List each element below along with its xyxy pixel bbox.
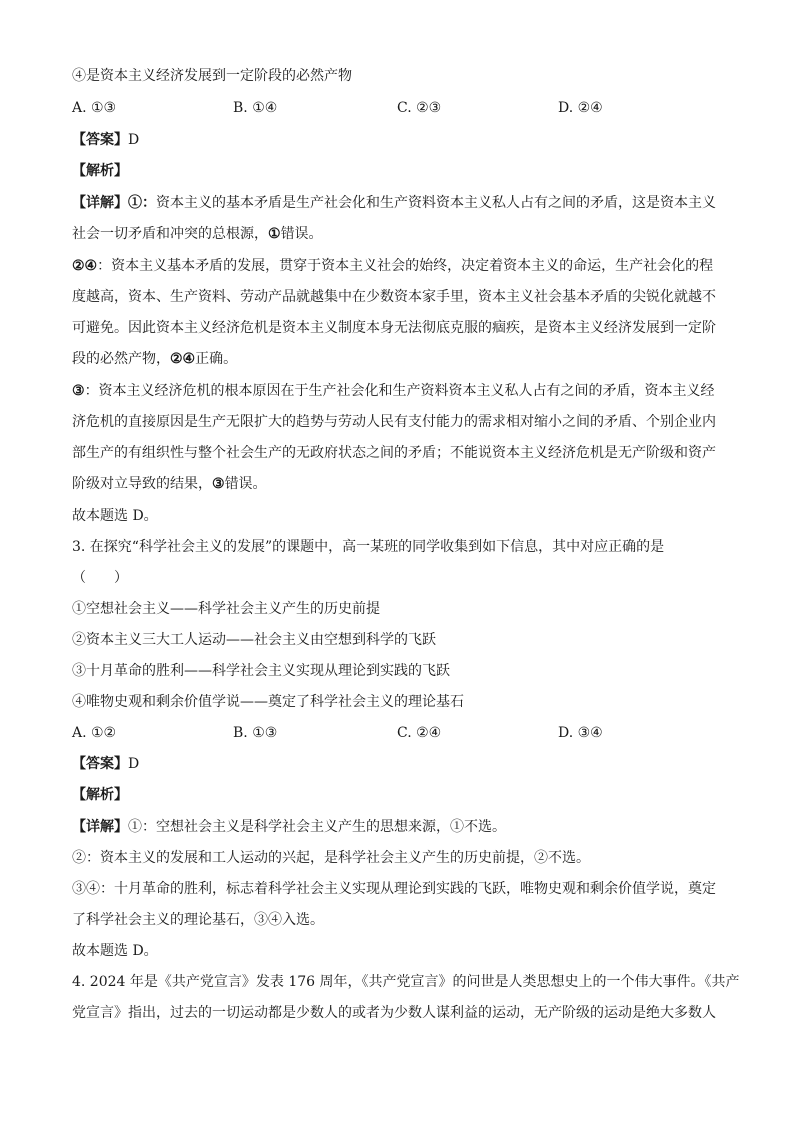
detail-text: 错误。 [224,476,267,492]
q4-stem-line-2: 党宣言》指出，过去的一切运动都是少数人的或者为少数人谋利益的运动，无产阶级的运动是绝大多数人 [72,1005,716,1021]
q2-detail-1-line-2 [72,224,732,244]
q3-option-c: C. ②④ [397,725,442,741]
q4-stem-line-1: 4. 2024 年是《共产党宣言》发表 176 周年，《共产党宣言》的问世是人类思想史上的一个伟大事件。《共产 [72,974,740,990]
detail-text: 错误。 [280,226,323,242]
detail-text: ①：空想社会主义是科学社会主义产生的思想来源，①不选。 [128,819,506,835]
answer-label: 【答案】 [72,132,128,148]
q2-option-d: D. ②④ [558,100,603,116]
q3-stem-line-2: （ ） [72,570,128,586]
detail-text: 资本主义的基本矛盾是生产社会化和生产资料资本主义私人占有之间的矛盾，这是资本主义 [156,195,716,211]
q3-item-3: ③十月革命的胜利——科学社会主义实现从理论到实践的飞跃 [72,663,450,679]
detail-head: ③ [72,383,85,399]
q2-detail-2-line-4 [72,349,732,369]
q3-option-a: A. ①② [72,725,117,741]
detail-text: ：资本主义基本矛盾的发展，贯穿于资本主义社会的始终，决定着资本主义的命运，生产社会化的程 [97,258,714,274]
q2-answer [72,130,732,150]
q3-detail-1 [72,817,732,837]
q2-conclusion: 故本题选 D。 [72,508,158,524]
q3-item-4: ④唯物史观和剩余价值学说——奠定了科学社会主义的理论基石 [72,694,464,710]
q2-item-4: ④是资本主义经济发展到一定阶段的必然产物 [72,68,352,84]
detail-label: 【详解】 [72,195,128,211]
detail-text: ：资本主义经济危机的根本原因在于生产社会化和生产资料资本主义私人占有之间的矛盾，资本主义经 [84,383,715,399]
q3-option-d: D. ③④ [558,725,603,741]
answer-value: D [128,132,140,148]
q3-conclusion: 故本题选 D。 [72,943,158,959]
q3-detail-2: ②：资本主义的发展和工人运动的兴起，是科学社会主义产生的历史前提，②不选。 [72,850,590,866]
q2-detail-2-line-1 [72,256,732,276]
q2-detail-3-line-3: 部生产的有组织性与整个社会生产的无政府状态之间的矛盾；不能说资本主义经济危机是无产阶级和资产 [72,445,716,461]
q2-option-a: A. ①③ [72,100,117,116]
q2-option-c: C. ②③ [397,100,442,116]
detail-text: 段的必然产物， [72,351,170,367]
q2-analysis-label: 【解析】 [72,163,128,179]
q2-detail-3-line-2: 济危机的直接原因是生产无限扩大的趋势与劳动人民有支付能力的需求相对缩小之间的矛盾、个别企业内 [72,414,716,430]
detail-mark: ②④ [170,351,196,367]
detail-head: ①： [128,195,156,211]
detail-label: 【详解】 [72,819,128,835]
q3-option-b: B. ①③ [233,725,278,741]
detail-mark: ① [268,226,281,242]
detail-text: 社会一切矛盾和冲突的总根源， [72,226,268,242]
q2-detail-2-line-2: 度越高，资本、生产资料、劳动产品就越集中在少数资本家手里，资本主义社会基本矛盾的尖锐化就越不 [72,289,716,305]
q2-detail-3-line-4 [72,474,732,494]
q2-detail-1-line-1 [72,193,732,213]
q3-answer [72,754,732,774]
answer-label: 【答案】 [72,756,128,772]
q3-item-2: ②资本主义三大工人运动——社会主义由空想到科学的飞跃 [72,632,436,648]
q3-stem-line-1: 3. 在探究“科学社会主义的发展”的课题中，高一某班的同学收集到如下信息，其中对应正确的是 [72,539,665,555]
answer-value: D [128,756,140,772]
q3-item-1: ①空想社会主义——科学社会主义产生的历史前提 [72,601,380,617]
detail-text: 阶级对立导致的结果， [72,476,212,492]
detail-head: ②④ [72,258,98,274]
q2-option-b: B. ①④ [233,100,278,116]
q3-detail-3-line-2: 了科学社会主义的理论基石，③④入选。 [72,912,324,928]
detail-mark: ③ [212,476,225,492]
detail-text: 正确。 [195,351,238,367]
q3-detail-3-line-1: ③④：十月革命的胜利，标志着科学社会主义实现从理论到实践的飞跃，唯物史观和剩余价值学说，奠定 [72,881,716,897]
q2-detail-2-line-3: 可避免。因此资本主义经济危机是资本主义制度本身无法彻底克服的痼疾，是资本主义经济发展到一定阶 [72,320,716,336]
q3-analysis-label: 【解析】 [72,787,128,803]
q2-detail-3-line-1 [72,381,732,401]
